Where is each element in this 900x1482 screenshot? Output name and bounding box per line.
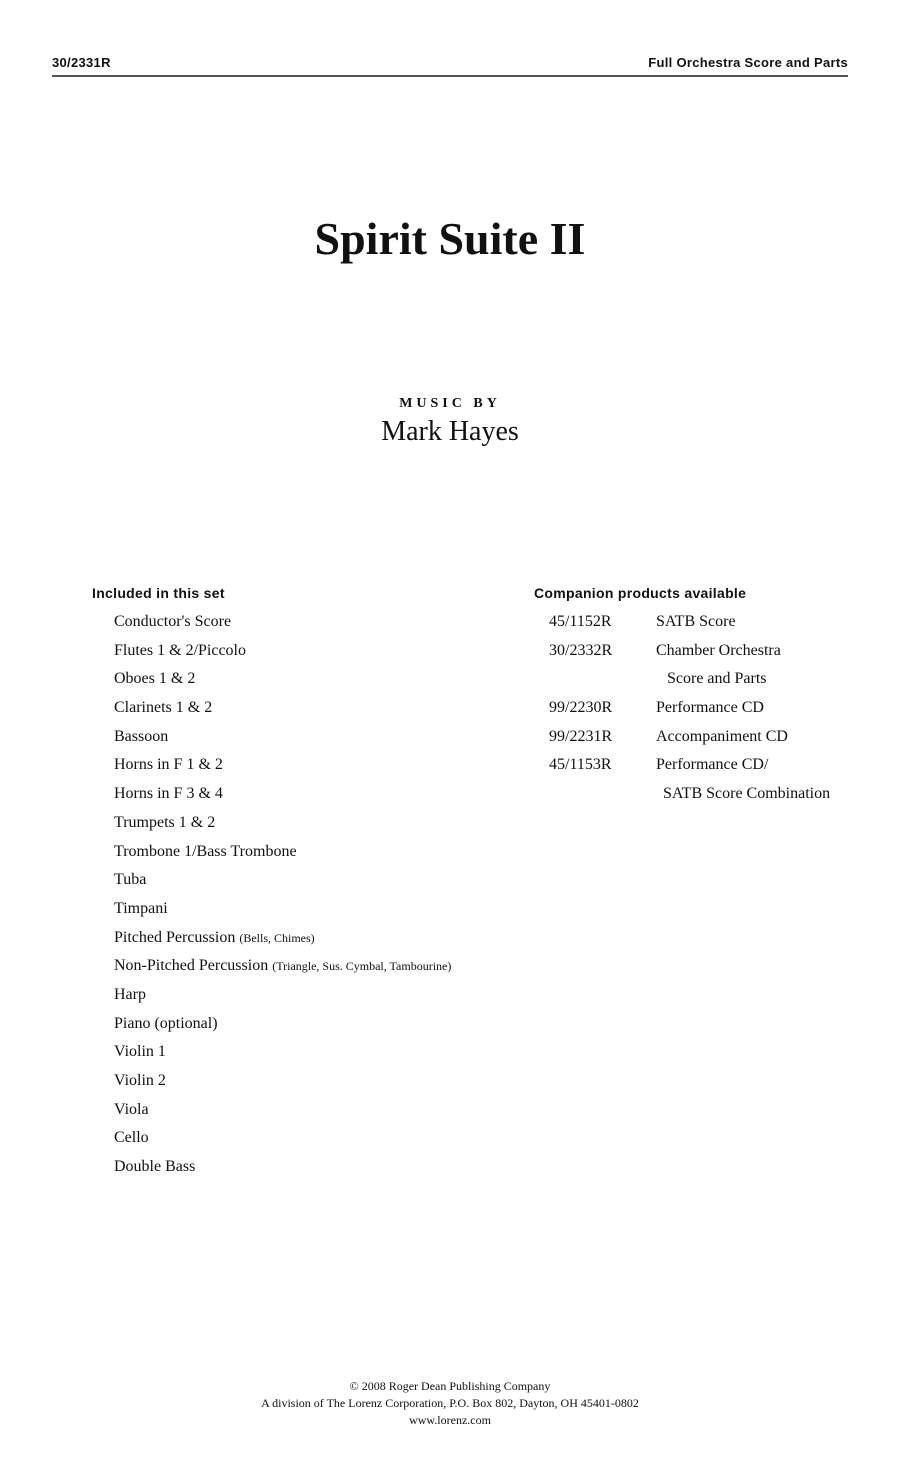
companion-item [549, 723, 849, 752]
included-item-name: Non-Pitched Percussion [114, 957, 269, 975]
footer [0, 1378, 900, 1429]
companion-item [549, 637, 849, 666]
included-item [114, 952, 451, 981]
companion-item [549, 694, 849, 723]
included-list [114, 608, 451, 1182]
publisher-address: A division of The Lorenz Corporation, P.O. Box 802, Dayton, OH 45401-0802 [261, 1396, 639, 1410]
page-title: Spirit Suite II [314, 213, 586, 264]
product-description: Performance CD [656, 699, 764, 717]
included-item [114, 924, 451, 953]
product-code: 99/2230R [549, 699, 613, 717]
included-item-name: Flutes 1 & 2/Piccolo [114, 641, 246, 659]
product-code: 30/2332R [549, 641, 613, 659]
included-item [114, 809, 451, 838]
included-item-name: Horns in F 1 & 2 [114, 756, 223, 774]
included-item [114, 866, 451, 895]
included-item [114, 838, 451, 867]
page-header [52, 55, 848, 77]
included-item [114, 1067, 451, 1096]
included-item [114, 694, 451, 723]
included-item [114, 981, 451, 1010]
included-item-name: Trombone 1/Bass Trombone [114, 842, 297, 860]
product-description: SATB Score [656, 613, 736, 630]
included-item-name: Violin 1 [114, 1043, 166, 1061]
included-item-note: (Triangle, Sus. Cymbal, Tambourine) [272, 959, 452, 974]
included-item-name: Double Bass [114, 1158, 196, 1176]
companion-item [549, 751, 849, 780]
edition-label: Full Orchestra Score and Parts [648, 55, 848, 70]
included-item [114, 780, 451, 809]
included-item-name: Clarinets 1 & 2 [114, 699, 213, 717]
included-item-name: Tuba [114, 871, 147, 889]
included-item [114, 723, 451, 752]
credit-label: MUSIC BY [399, 396, 501, 411]
included-item-name: Violin 2 [114, 1072, 166, 1089]
companion-item-continuation [549, 780, 849, 809]
included-item [114, 751, 451, 780]
included-item-name: Timpani [114, 899, 168, 917]
composer-name: Mark Hayes [381, 416, 519, 447]
included-item [114, 608, 451, 637]
companion-item [549, 608, 849, 637]
product-description: Chamber Orchestra [656, 641, 781, 659]
companion-list [549, 608, 849, 809]
product-description-continued: Score and Parts [667, 670, 767, 688]
included-item-name: Piano (optional) [114, 1014, 218, 1032]
product-description: Accompaniment CD [656, 727, 788, 745]
product-description: Performance CD/ [656, 756, 769, 774]
product-code: 99/2231R [549, 727, 613, 745]
product-code: 45/1152R [549, 613, 612, 630]
included-item [114, 1096, 451, 1125]
catalog-number: 30/2331R [52, 55, 111, 70]
included-item-name: Oboes 1 & 2 [114, 670, 196, 688]
included-item-name: Cello [114, 1129, 149, 1147]
included-item-name: Trumpets 1 & 2 [114, 813, 216, 831]
included-item-name: Pitched Percussion [114, 928, 236, 946]
included-item-note: (Bells, Chimes) [239, 930, 315, 945]
product-code: 45/1153R [549, 756, 612, 774]
included-item [114, 1038, 451, 1067]
copyright-text: © 2008 Roger Dean Publishing Company [349, 1379, 551, 1393]
included-item [114, 1010, 451, 1039]
included-item-name: Horns in F 3 & 4 [114, 785, 223, 803]
included-item-name: Harp [114, 985, 146, 1003]
companion-item-continuation [549, 665, 849, 694]
included-item [114, 1124, 451, 1153]
included-item-name: Bassoon [114, 727, 169, 745]
product-description-continued: SATB Score Combination [663, 785, 831, 803]
included-item [114, 665, 451, 694]
included-heading: Included in this set [92, 585, 225, 601]
included-item-name: Viola [114, 1100, 149, 1118]
included-item-name: Conductor's Score [114, 613, 232, 630]
publisher-website: www.lorenz.com [409, 1413, 491, 1427]
included-item [114, 895, 451, 924]
included-item [114, 637, 451, 666]
companion-heading: Companion products available [534, 585, 747, 601]
included-item [114, 1153, 451, 1182]
